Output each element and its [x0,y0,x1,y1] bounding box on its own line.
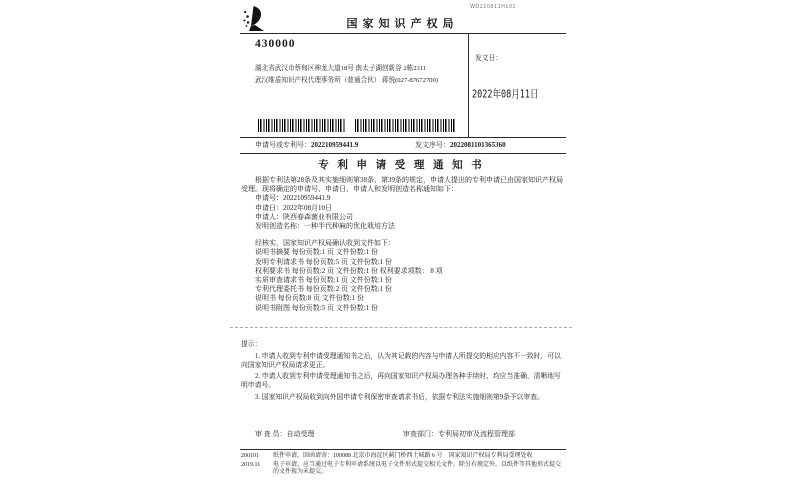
field-value: 202210959441.9 [283,194,331,203]
intro-paragraph: 根据专利法第28条及其实施细则第38条、第39条的规定，申请人提出的专利申请已由国家知识产权局受理。现将确定的申请号、申请日、申请人和发明创造名称通知如下： [241,176,563,194]
received-file-item: 实质审查请求书 每份页数:1 页 文件份数:1 份 [255,276,392,285]
field-application-date [255,204,567,213]
received-file-item: 发明专利请求书 每份页数:5 页 文件份数:1 份 [255,257,392,266]
application-number-row [255,140,358,150]
footer-form-code: 200101 [241,453,259,459]
field-label: 申请人： [255,212,283,221]
recipient-agency-line: 武汉维盾知识产权代理事务所（普通合伙） 蒋悦(027-87672700) [255,77,438,84]
field-value: 2022年08月10日 [283,203,332,212]
received-files-intro: 经核实，国家知识产权局确认收到文件如下： [255,239,395,248]
notes-heading: 提示： [241,341,262,348]
postal-code: 430000 [255,38,296,50]
notice-title: 专 利 申 请 受 理 通 知 书 [318,160,485,171]
note-item: 2. 申请人收到专利申请受理通知书之后，再向国家知识产权局办理各种手续时，均应当准确、清晰地写明申请号。 [241,373,561,389]
received-file-item: 权利要求书 每份页数:2 页 文件份数:1 份 权利要求项数： 8 项 [255,266,443,275]
mid-rule [240,137,566,138]
footer-row [241,462,566,477]
footer-text: 电子申请，应当通过电子专利申请系统以电子文件形式提交相关文件。除另有规定外，以纸件等其他形式提交的文件视为未提交。 [273,461,562,476]
note-item: 3. 国家知识产权局收到向外国申请专利保密审查请求书后，依据专利法实施细则第9条予以审查。 [255,393,544,401]
examining-department-row [403,429,515,439]
department-label: 审查部门： [403,430,438,438]
recipient-address-line1: 湖北省武汉市蔡甸区神龙大道18号 南太子湖创新谷 2栋2311 [255,65,427,72]
footer-section [241,453,566,478]
serial-number-value: 2022081101365360 [450,141,506,149]
doc-tracking-code: WD220811H101 [470,4,516,10]
notes-section [241,340,567,404]
issue-date-value: 2022年08月11日 [472,88,539,101]
received-file-item: 说明书 每份页数:8 页 文件份数:1 份 [255,294,364,303]
header-rule [240,33,566,34]
note-item: 1. 申请人收到专利申请受理通知书之后，认为其记载的内容与申请人所提交的相应内容不一致时，可以向国家知识产权局请求更正。 [241,352,561,369]
examiner-row [255,429,315,439]
field-label: 申请号： [255,194,283,203]
field-application-number [255,194,567,203]
field-label: 发明创造名称： [255,222,304,231]
field-value: 陕西春森菌业有限公司 [283,212,353,221]
field-value: 一种半代种麻的优化栽培方法 [304,222,395,231]
field-label: 申请日： [255,203,283,212]
barcode [355,119,455,132]
footer-form-code: 2019.11 [241,461,261,468]
received-file-item: 说明书附图 每份页数:5 页 文件份数:1 份 [255,303,378,312]
reference-rule [240,153,566,154]
examiner-value: 自动受理 [286,430,315,438]
issue-date-box-border [468,33,469,137]
issue-date-label: 发文日： [475,55,503,62]
notice-body [241,176,567,313]
field-invention-title [255,222,567,231]
notes-divider [230,327,572,328]
examiner-label: 审 查 员： [255,430,287,438]
agency-title: 国家知识产权局 [346,18,459,30]
received-file-item: 专利代理委托书 每份页数:2 页 文件份数:1 份 [255,285,392,294]
footer-rule [240,449,566,450]
footer-text: 纸件申请，回函请寄：100088 北京市海淀区蓟门桥西土城路 6 号 国家知识产权局专利局受理处收 [273,453,533,459]
patent-notice-page [228,0,572,500]
serial-number-label: 发文序号： [415,141,450,149]
barcode [258,119,345,132]
received-file-item: 说明书摘要 每份页数:1 页 文件份数:1 份 [255,248,378,257]
field-applicant [255,213,567,222]
application-number-value: 202210959441.9 [311,141,359,149]
department-value: 专利局初审及流程管理部 [438,430,515,438]
footer-row [241,453,566,461]
serial-number-row [415,140,506,150]
application-number-label: 申请号或专利号： [255,141,311,149]
